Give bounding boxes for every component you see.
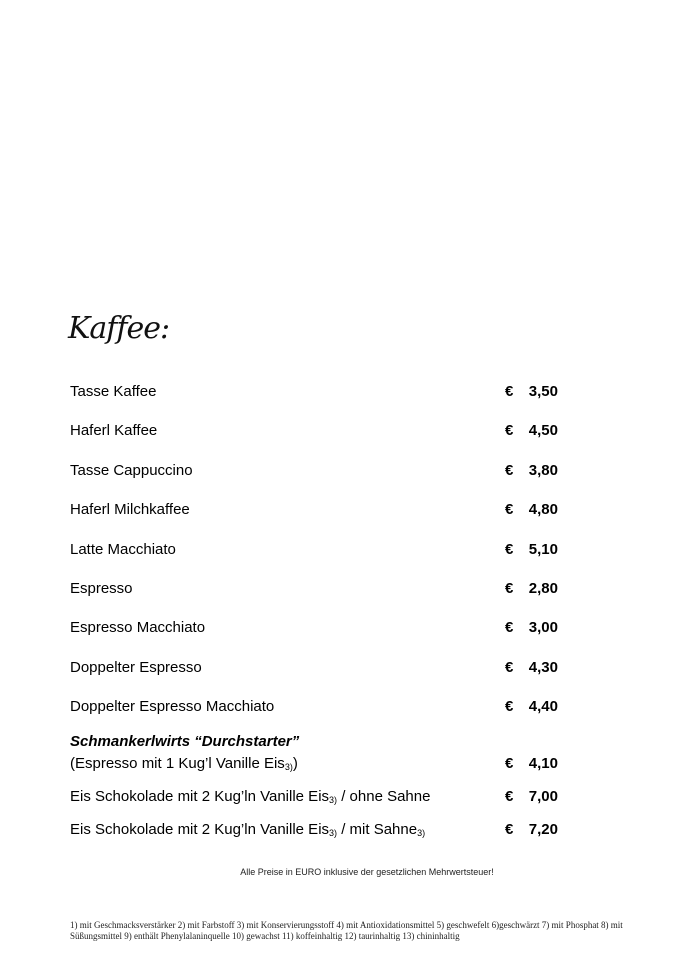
special-title: Schmankerlwirts “Durchstarter” bbox=[70, 733, 300, 750]
menu-item-name: Espresso bbox=[70, 580, 133, 597]
special-item-footnote: 3) bbox=[284, 762, 293, 772]
menu-item-price: 3,50 bbox=[528, 383, 558, 400]
menu-item bbox=[70, 539, 558, 561]
menu-item bbox=[70, 696, 558, 718]
allergen-footnotes bbox=[70, 920, 670, 942]
choc-item-rest: / mit Sahne bbox=[337, 821, 418, 838]
choc-item-footnote: 3) bbox=[329, 828, 338, 838]
menu-item bbox=[70, 578, 558, 600]
special-item-text: (Espresso mit 1 Kug’l Vanille Eis bbox=[70, 755, 285, 772]
choc-item-footnote-2: 3) bbox=[417, 828, 426, 838]
currency-symbol: € bbox=[505, 580, 514, 597]
menu-item-price: 2,80 bbox=[528, 580, 558, 597]
menu-item bbox=[70, 460, 558, 482]
choc-item-name bbox=[70, 819, 425, 842]
choc-item-name bbox=[70, 786, 430, 809]
choc-item-price: 7,20 bbox=[528, 821, 558, 838]
menu-item-price: 5,10 bbox=[528, 541, 558, 558]
menu-item-price: 4,50 bbox=[528, 422, 558, 439]
currency-symbol: € bbox=[505, 698, 514, 715]
menu-item-name: Doppelter Espresso bbox=[70, 659, 202, 676]
menu-item-name: Haferl Kaffee bbox=[70, 422, 158, 439]
currency-symbol: € bbox=[505, 788, 514, 805]
special-item-close: ) bbox=[292, 755, 298, 772]
menu-item-name: Tasse Kaffee bbox=[70, 383, 157, 400]
menu-item bbox=[70, 420, 558, 442]
special-item bbox=[70, 753, 558, 775]
footnotes-line-2: Süßungsmittel 9) enthält Phenylalaninquelle 10) gewachst 11) koffeinhaltig 12) taurinhaltig 13) chininhaltig bbox=[70, 931, 460, 941]
menu-item-price: 4,40 bbox=[528, 698, 558, 715]
currency-symbol: € bbox=[505, 619, 514, 636]
menu-item-name: Latte Macchiato bbox=[70, 541, 176, 558]
menu-item-name: Espresso Macchiato bbox=[70, 619, 206, 636]
menu-item-name: Tasse Cappuccino bbox=[70, 462, 193, 479]
choc-item-price: 7,00 bbox=[528, 788, 558, 805]
currency-symbol: € bbox=[505, 422, 514, 439]
tax-note: Alle Preise in EURO inklusive der gesetzlichen Mehrwertsteuer! bbox=[240, 867, 494, 877]
menu-item-price: 4,30 bbox=[528, 659, 558, 676]
menu-item-price: 3,80 bbox=[528, 462, 558, 479]
special-item-price: 4,10 bbox=[528, 755, 558, 772]
menu-item-name: Haferl Milchkaffee bbox=[70, 501, 190, 518]
choc-item-text: Eis Schokolade mit 2 Kug’ln Vanille Eis bbox=[70, 821, 330, 838]
currency-symbol: € bbox=[505, 821, 514, 838]
currency-symbol: € bbox=[505, 541, 514, 558]
menu-item bbox=[70, 381, 558, 403]
menu-item bbox=[70, 617, 558, 639]
menu-item-price: 4,80 bbox=[528, 501, 558, 518]
choc-item-text: Eis Schokolade mit 2 Kug’ln Vanille Eis bbox=[70, 788, 330, 805]
menu-heading: Kaffee: bbox=[68, 311, 170, 346]
currency-symbol: € bbox=[505, 755, 514, 772]
menu-item bbox=[70, 499, 558, 521]
menu-item-name: Doppelter Espresso Macchiato bbox=[70, 698, 275, 715]
menu-item bbox=[70, 657, 558, 679]
menu-item-price: 3,00 bbox=[528, 619, 558, 636]
currency-symbol: € bbox=[505, 462, 514, 479]
special-item-name bbox=[70, 753, 298, 776]
choc-item-1 bbox=[70, 786, 558, 808]
footnotes-line-1: 1) mit Geschmacksverstärker 2) mit Farbstoff 3) mit Konservierungsstoff 4) mit Antioxidationsmittel 5) geschwefelt 6)geschwärzt 7) mit Phosphat 8) mit bbox=[70, 920, 623, 930]
currency-symbol: € bbox=[505, 659, 514, 676]
choc-item-2 bbox=[70, 819, 558, 841]
currency-symbol: € bbox=[505, 501, 514, 518]
choc-item-rest: / ohne Sahne bbox=[337, 788, 431, 805]
choc-item-footnote: 3) bbox=[329, 795, 338, 805]
currency-symbol: € bbox=[505, 383, 514, 400]
